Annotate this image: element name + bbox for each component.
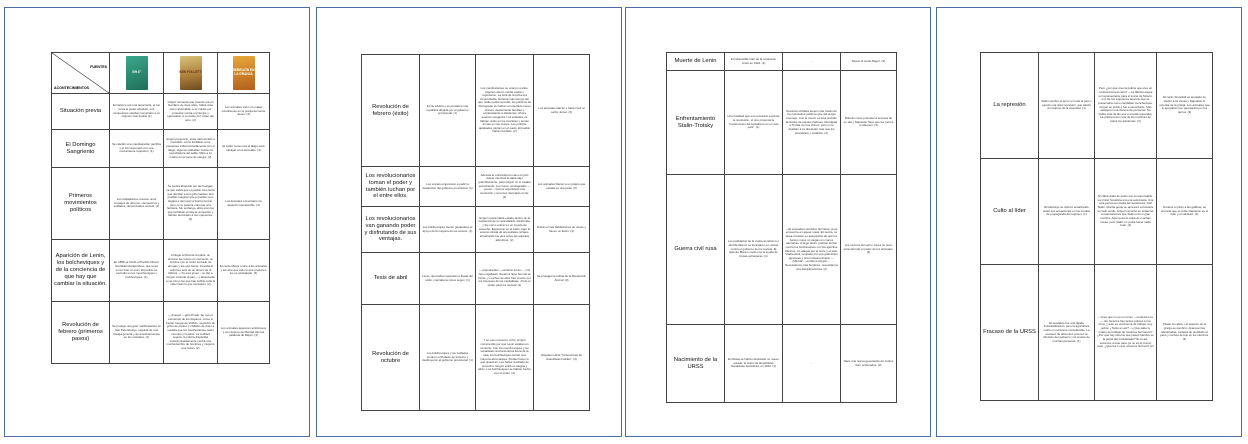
table-row xyxy=(52,168,270,240)
novel-excerpt: Los manifestantes se unieron a ellos. Algunos dieron media vuelta y regresaron. La furia de la turba era incontrolable. Durante más tiempo del que nadie podía recordar, los políticos de Petrogrado se habían comportado como tiranos, destrozando familias y encarcelando a disidentes. Ahora querían venganza. Los soldados se habían unido en los cuarteles y tenían armas en sus manos. Los policías apaleados yacían en el suelo. El pueblo había triunfado. (2) xyxy=(476,55,534,167)
novel-excerpt: —¡Camaradas! —exclamó Lenin—. ¡Os han engañado! Vuestros hijos han ido al frente, y muchos de ellos han muerto por los intereses de los capitalistas. ¡Todo el poder para los soviets! (2) xyxy=(476,253,534,305)
fable-excerpt: El señor Jones usa el látigo para castigar a los animales. (3) xyxy=(218,130,270,168)
table-row xyxy=(52,240,270,302)
novel-excerpt: Y en ese momento, al fin, Grigori comprendió por qué Lenin estaba tan contento. Con los mencheviques y los socialistas revolucionarios fuera de la sala, los bolcheviques tenían una mayoría abrumadora. Podían hacer lo que quisieran. Les había resultado de provecho. Grigori sintió su alegría y alivio. Los bolcheviques se habían hecho con el poder. (2) xyxy=(476,305,534,411)
fable-excerpt: Pasan los años y el aspecto de la granja es sombrío. Aparecen las alambradas, carteles de prohibido el paso y coches de lujo en los caminos. (3) xyxy=(1157,265,1213,401)
fable-excerpt: Entran en las habitaciones de Jones y hacen un festín. (3) xyxy=(534,207,590,253)
fable-excerpt: Bola de nieve promete la semana de un día y Napoleón hace que los perros lo ataquen. (3) xyxy=(841,71,897,175)
event-label: Revolución de febrero (éxito) xyxy=(362,55,420,167)
document-page-3 xyxy=(625,7,931,437)
event-label: Enfrentamiento Stalin-Trotsky xyxy=(667,71,725,175)
novel-excerpt: Grigori nunca había estado dentro de la residencia de un acaudalado aristócrata, y fue como entrar en un mundo de ensueño. Esperaron en el salón, bajo la serena mirada de ancestrales retratos, arrastrando los pies sobre las espesas alfombras. (2) xyxy=(476,207,534,253)
fable-excerpt: Los animales liberan a un pájaro que estaba en una jaula. (3) xyxy=(534,167,590,207)
fable-excerpt: Los animales aparecen ambiciosos y con deseos de libertad tras las palabras de Mayor. (3) xyxy=(218,302,270,364)
novel-excerpt: Grigori presenció, entre aterrorizado e incrédulo, cómo fusilaban a los presentes indiscriminadamente con el látigo; algunos utilizaban incluso la empuñadura del sable. Mirió a su madre en la nieve de sangre. (2) xyxy=(164,130,218,168)
novel-excerpt: - xyxy=(783,53,841,71)
table-row xyxy=(362,167,590,207)
textbook-excerpt: El liderazgo se reforzó ensalzando todas sus actuaciones en los medios de propaganda del régimen. (1) xyxy=(1039,159,1095,265)
textbook-excerpt: Se celebró una manifestación pacífica y el zar respondió con una contundente represión. (1) xyxy=(110,130,164,168)
table-row xyxy=(981,159,1213,265)
table-row xyxy=(52,302,270,364)
textbook-excerpt: El zarismo era una autocracia, el zar tenía el poder absoluto. Los campesinos estaban sometidos a un régimen casi feudal. (1) xyxy=(110,94,164,130)
event-label: Primeros movimientos políticos xyxy=(52,168,110,240)
table-row xyxy=(981,265,1213,401)
textbook-excerpt: El indiscutible líder de la revolución murió en 1924. (1) xyxy=(725,53,783,71)
comparison-table-2 xyxy=(361,54,590,411)
novel-excerpt: Además le entrevista la mano el gran duque mientras le daba algo grandilocuente, para Grigori no lo estaba escuchando. Los rusos, consagrados —pensó— hemos organizado una revolución y tenemos derrotado al zar. (2) xyxy=(476,167,534,207)
header-fuentes: FUENTES xyxy=(90,65,107,69)
table-row xyxy=(362,207,590,253)
table-row xyxy=(362,55,590,167)
novel-excerpt: Grigori recuerda que cuando era un huérfano de doce años, había visto cómo ahorcaban a su madre por protestar contra el príncipe y ejecutaban a su padre por orden del amo. (2) xyxy=(164,94,218,130)
source-cell-fable xyxy=(218,53,270,94)
novel-excerpt: —¡Fuego! —gritó Pinski. Se oyó el estruendo de los disparos, como si fueran fuegos de artificio, seguidos de gritos de pánico y chillidos de dolor a medida que los manifestantes caían muertos y heridos. La multitud segura, la policía disparaba indiscriminadamente contra una muchedumbre de hombres y mujeres que huían. (2) xyxy=(164,302,218,364)
textbook-excerpt: El zar abdicó y se proclamó una república dirigida por el gobierno provisional. (1) xyxy=(420,55,476,167)
event-label: La represión xyxy=(981,53,1039,159)
table-row xyxy=(52,130,270,168)
novel-excerpt: —Creo que no es un rumor —contestó Lev—. En América hay tantos pobres como ricos, y esto es una fuerza de trabajo muy pobre. ¿Tanto es así? —¿Qué sabe tu madre del trabajo de nuestros hermanos? ¿Por qué hay obreros que pasan hambre en la patria del proletariado? Si es así, entonces a este paso ya no es el mismo país. ¿Qué fue lo que nosotros hicimos? (2) xyxy=(1095,265,1157,401)
fable-excerpt: Los vecinos del señor Jones se unen para derrotar el poder de los animales. (3) xyxy=(841,175,897,325)
textbook-excerpt: En 1898 se fundó el Partido Obrero Socialdemócrata Ruso, que tenía como líder a Lenin. El partido se escindió en los mencheviques y bolcheviques. (1) xyxy=(110,240,164,302)
fable-excerpt: Se propaga la noticia de la Revolución Animal. (3) xyxy=(534,253,590,305)
document-page-4 xyxy=(936,7,1242,437)
novel-excerpt: Nuestros oficiales tienen más miedo de los comisarios políticos que del propio enemigo. Con la menor excusa podrían lanzarlos de espías traidores. Disculpad a Trotski con los chinos, pero no le dejaban a su alrededor más que los arrestados y matados. (2) xyxy=(783,71,841,175)
novel-excerpt: Pero ¿por qué cree la policía que eres un contrarrevolucionario? —La fábrica elegía un representante para el soviet de Moscú, uno de los ingenieros anunció que se presentaría como candidato menchevique. Grigori se enfrió y fue a escucharlo. Solo asistieron una docena de personas. No había más de las que el comité esperaba. La policía tomó nota de los nombres de todos los asistentes. (2) xyxy=(1095,53,1157,159)
textbook-excerpt: Los bolcheviques y los soldados tomaron el Palacio de Invierno y destituyeron al gobierno provisional. (1) xyxy=(420,305,476,411)
event-label: Situación previa xyxy=(52,94,110,130)
event-label: Culto al líder xyxy=(981,159,1039,265)
table-row xyxy=(667,325,897,403)
textbook-excerpt: En Rusia se había constituido un nuevo estado, la Unión de Repúblicas Socialistas Soviéticas, en 1922. (1) xyxy=(725,325,783,403)
comparison-table-4 xyxy=(980,52,1213,401)
textbook-excerpt: Los trabajadores crearon unos consejos de obreros, campesinos y soldados, denominados soviets. (1) xyxy=(110,168,164,240)
event-label: Revolución de octubre xyxy=(362,305,420,411)
textbook-excerpt: Una rivalidad que era necesario exportar la revolución, el otro proponía la "construcción del socialismo en un solo país". (1) xyxy=(725,71,783,175)
textbook-excerpt: Los partidarios de la vuelta al zarismo o del liberalismo se levantaron en armas contra el gobierno de los soviets. El Ejército Blanco contó con la ayuda de tropas extranjeras. (1) xyxy=(725,175,783,325)
comparison-table-3 xyxy=(666,52,897,403)
fable-excerpt: Los animales encontraron la situación insostenible. (3) xyxy=(218,168,270,240)
event-label: Revolución de febrero (primeros pasos) xyxy=(52,302,110,364)
table-row xyxy=(362,253,590,305)
document-page-2 xyxy=(316,7,622,437)
novel-excerpt: —El escuadrón tentativo del Norte ya se encuentra en aguas rusas. En teoría, su tarea consiste en asegurarse de que los barcos rusos no caigan en manos alemanas. A largo plazo, podrían luchar contra los bolcheviques con los ejércitos blancos. Un ataque por el norte y el este, Vladivostok, ocupado por una guarnición japonesa y otra norteamericana. —¡Mierda! —exclamó Grigori—. Necesitamos más hombres, necesitamos una disciplina férrea. (2) xyxy=(783,175,841,325)
textbook-excerpt: Lenin, que había regresado a Rusia del exilio, marcaba la ruta a seguir. (1) xyxy=(420,253,476,305)
event-label: Fracaso de la URSS xyxy=(981,265,1039,401)
fable-excerpt: Napoleón dicta "Ordenanzas de Asambleas Inútiles". (3) xyxy=(534,305,590,411)
textbook-excerpt: Se produjo una gran manifestación en San Petersburgo, seguida de una huelga general y de amotinamientos en los cuarteles. (1) xyxy=(110,302,164,364)
event-label: Muerte de Lenin xyxy=(667,53,725,71)
fable-excerpt: Durante el juicio a las gallinas, se anuncia que el cerdo Napoleón es el líder y el salvador. (3) xyxy=(1157,159,1213,265)
novel-excerpt: Al llegar al final de la plaza, un anciano les retuvo un momento, un hombre con el rostro surcado de arrugas y los ojos fieros. Llevaba el uniforme azul de un obrero de la fábrica. —Tu eres joven —le dijo a Grigori mirando al pan— y alcanzarás a ver cómo los que han sufrido toda la vida crean lo que necesitan. (2) xyxy=(164,240,218,302)
fable-excerpt: Los animales atacan y hacen huir al señor Jones. (3) xyxy=(534,55,590,167)
event-label: Guerra civil rusa xyxy=(667,175,725,325)
header-acontecimientos: ACONTECIMIENTOS xyxy=(54,86,90,90)
event-label: Nacimiento de la URSS xyxy=(667,325,725,403)
table-row xyxy=(52,94,270,130)
novel-excerpt: Se sentía atrapado por las huelgas, ya que sabía que el pueblo ruso tenía que derribar a sus gobernantes. Era posible imaginar que el pueblo ruso llegara a derrocar la tiranía del zar, pero no le parecía más que una fantasía. Sin embargo, ellos eran los que luchaban contra la revolución y habían derrocado a sus opresores. (2) xyxy=(164,168,218,240)
book-cover-icon: REBELIÓN EN LA GRANJA xyxy=(233,56,255,90)
table-row xyxy=(981,53,1213,159)
table-row xyxy=(362,305,590,411)
fable-excerpt: El cerdo Snowball es acusado de traidor a su causa y Napoleón lo expulsa de la granja. Los animales que lo apoyaban son ejecutados por los perros. (3) xyxy=(1157,53,1213,159)
textbook-excerpt: Los soviets empezaron a pedir la destitución del gobierno provisional. (1) xyxy=(420,167,476,207)
source-cell-novel xyxy=(164,53,218,94)
source-cell-textbook xyxy=(110,53,164,94)
event-label: Los revolucionarios van ganando poder y disfrutando de sus ventajas. xyxy=(362,207,420,253)
textbook-excerpt: Stalin sembró el terror en todo el país y ejerció una dura represión, que afectó al conjunto de la sociedad. (1) xyxy=(1039,53,1095,159)
document-page-1 xyxy=(4,7,310,437)
book-cover-icon: GH 4° xyxy=(126,56,148,90)
textbook-excerpt: El resultado fue una rápida industrialización, pero la agricultura sufrió un retroceso considerable. La escasez de alimentos provocó la dimisión del gobierno y la muerte de muchas personas. (1) xyxy=(1039,265,1095,401)
book-cover-icon: KEN FOLLETT xyxy=(180,56,202,90)
novel-excerpt: - xyxy=(783,325,841,403)
event-label: Tesis de abril xyxy=(362,253,420,305)
event-label: El Domingo Sangriento xyxy=(52,130,110,168)
table-row xyxy=(667,175,897,325)
fable-excerpt: Los animales viven en malas condiciones en la granja del señor Jones. (3) xyxy=(218,94,270,130)
table-row xyxy=(667,71,897,175)
event-label: Los revolucionarios toman el poder y también luchan por el entre ellos. xyxy=(362,167,420,207)
textbook-excerpt: Los bolcheviques fueron ganándose el apoyo de la mayoría de los soviets. (1) xyxy=(420,207,476,253)
novel-excerpt: Ni cabía duda de quién era el responsable. La Unión Soviética era una autocracia. Una sola persona tomaba las decisiones: Iósif Stalin. Mucha gente se apresuró a buscarle un lado verde. Grigori escuchó en todas las conversaciones que Stalin era un gran hombre. Aquí tenía la culpa de muchas cosas, pero Stalin no podía hacer nada malo. (2) xyxy=(1095,159,1157,265)
event-label: Aparición de Lenin, los bolcheviques y de la conciencia de que hay que cambiar la situación. xyxy=(52,240,110,302)
fable-excerpt: El cerdo Mayor reúne a los animales y les dice que todo lo que producen les es arrebatado. (3) xyxy=(218,240,270,302)
fable-excerpt: Muere el cerdo Mayor. (3) xyxy=(841,53,897,71)
table-header-row xyxy=(52,53,270,94)
fable-excerpt: Nace una nueva generación de cerdos bien entrenados. (3) xyxy=(841,325,897,403)
table-row xyxy=(667,53,897,71)
header-corner-cell xyxy=(52,53,110,94)
comparison-table-1 xyxy=(51,52,270,364)
